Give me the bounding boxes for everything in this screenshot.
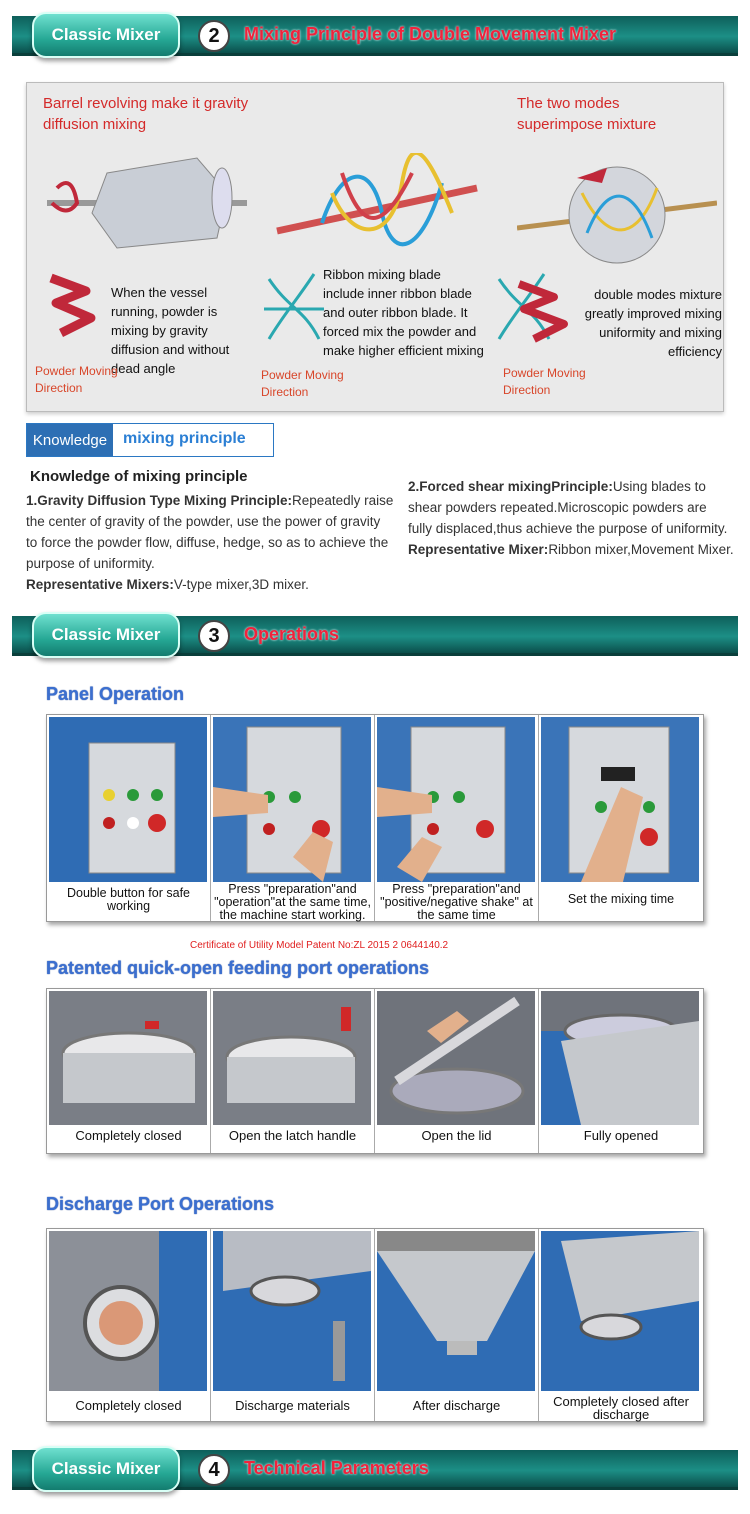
ribbon-blade-icon <box>272 153 482 263</box>
discharge-caption-4: Completely closed after discharge <box>553 1394 689 1422</box>
banner-tab: Classic Mixer <box>32 612 180 658</box>
banner-number: 4 <box>198 1454 230 1486</box>
panel-caption-4: Set the mixing time <box>567 892 675 906</box>
knowledge-bar <box>26 423 274 457</box>
feeding-caption-4: Fully opened <box>583 1128 659 1143</box>
shear-principle <box>408 476 734 560</box>
combined-mixer-icon <box>517 153 717 273</box>
section-banner-3 <box>12 616 738 656</box>
feeding-caption-3: Open the lid <box>421 1128 492 1143</box>
panel-caption-2: Press "preparation"and "operation"at the same time, the machine start working. <box>214 882 371 922</box>
banner-number: 3 <box>198 620 230 652</box>
discharge-photo-1 <box>47 1229 211 1421</box>
banner-tab: Classic Mixer <box>32 12 180 58</box>
gravity-body: Repeatedly raise the center of gravity of the powder, use the power of gravity to force the powder flow, diffuse, hedge, so as to achieve the purpose of uniformity. <box>26 493 394 571</box>
gravity-principle <box>26 490 394 595</box>
discharge-photo-2 <box>211 1229 375 1421</box>
discharge-strip <box>46 1228 704 1422</box>
knowledge-tag: Knowledge <box>27 424 113 456</box>
right-caption: The two modes superimpose mixture <box>517 95 657 133</box>
discharge-caption-1: Completely closed <box>75 1398 182 1413</box>
feeding-strip <box>46 988 704 1154</box>
shear-title: 2.Forced shear mixingPrinciple: <box>408 479 613 494</box>
powder-direction-3: Powder Moving Direction <box>503 366 586 397</box>
mixing-principle-diagram <box>26 82 724 412</box>
discharge-photo-4 <box>539 1229 703 1421</box>
discharge-title: Discharge Port Operations <box>46 1194 275 1214</box>
gravity-rep-body: V-type mixer,3D mixer. <box>173 577 309 592</box>
feeding-photo-3 <box>375 989 539 1153</box>
banner-title: Technical Parameters <box>244 1458 429 1478</box>
feeding-photo-1 <box>47 989 211 1153</box>
panel-photo-1 <box>47 715 211 921</box>
barrel-icon <box>37 153 257 273</box>
knowledge-label: mixing principle <box>123 430 246 447</box>
banner-title: Operations <box>244 624 340 644</box>
feeding-photo-2 <box>211 989 375 1153</box>
shear-body: Using blades to shear powders repeated.Microscopic powders are fully displaced,thus achieve the purpose of uniformity. <box>408 479 728 536</box>
panel-caption-1: Double button for safe working <box>67 886 190 913</box>
shear-rep-title: Representative Mixer: <box>408 542 549 557</box>
gravity-rep-title: Representative Mixers: <box>26 577 174 592</box>
panel-photo-2 <box>211 715 375 921</box>
panel-caption-3: Press "preparation"and "positive/negative shake" at the same time <box>380 882 533 922</box>
feeding-title: Patented quick-open feeding port operations <box>46 958 430 978</box>
panel-photo-4 <box>539 715 703 921</box>
discharge-caption-3: After discharge <box>412 1398 501 1413</box>
discharge-caption-2: Discharge materials <box>235 1398 350 1413</box>
feeding-caption-1: Completely closed <box>75 1128 182 1143</box>
section-banner-2 <box>12 16 738 56</box>
banner-number: 2 <box>198 20 230 52</box>
knowledge-heading: Knowledge of mixing principle <box>30 468 248 485</box>
section-banner-4 <box>12 1450 738 1490</box>
panel-operation-title: Panel Operation <box>46 684 185 704</box>
panel-photo-3 <box>375 715 539 921</box>
banner-tab: Classic Mixer <box>32 1446 180 1492</box>
left-caption: Barrel revolving make it gravity diffusion mixing <box>43 95 249 133</box>
panel-operation-strip <box>46 714 704 922</box>
powder-arrow-icon <box>41 273 111 343</box>
patent-note: Certificate of Utility Model Patent No:ZL 2015 2 0644140.2 <box>190 940 449 951</box>
gravity-title: 1.Gravity Diffusion Type Mixing Principle: <box>26 493 293 508</box>
feeding-photo-4 <box>539 989 703 1153</box>
banner-title: Mixing Principle of Double Movement Mixer <box>244 24 617 44</box>
feeding-caption-2: Open the latch handle <box>228 1128 357 1143</box>
middle-description: Ribbon mixing blade include inner ribbon blade and outer ribbon blade. It forced mix the powder and make higher efficient mixing <box>323 267 484 358</box>
shear-rep-body: Ribbon mixer,Movement Mixer. <box>548 542 734 557</box>
ribbon-arrow-icon <box>259 269 329 349</box>
right-description: double modes mixture greatly improved mixing uniformity and mixing efficiency <box>584 287 722 359</box>
powder-direction-2: Powder Moving Direction <box>261 368 344 399</box>
powder-direction-1: Powder Moving Direction <box>35 364 118 395</box>
left-description: When the vessel running, powder is mixing by gravity diffusion and without dead angle <box>111 285 230 376</box>
discharge-photo-3 <box>375 1229 539 1421</box>
